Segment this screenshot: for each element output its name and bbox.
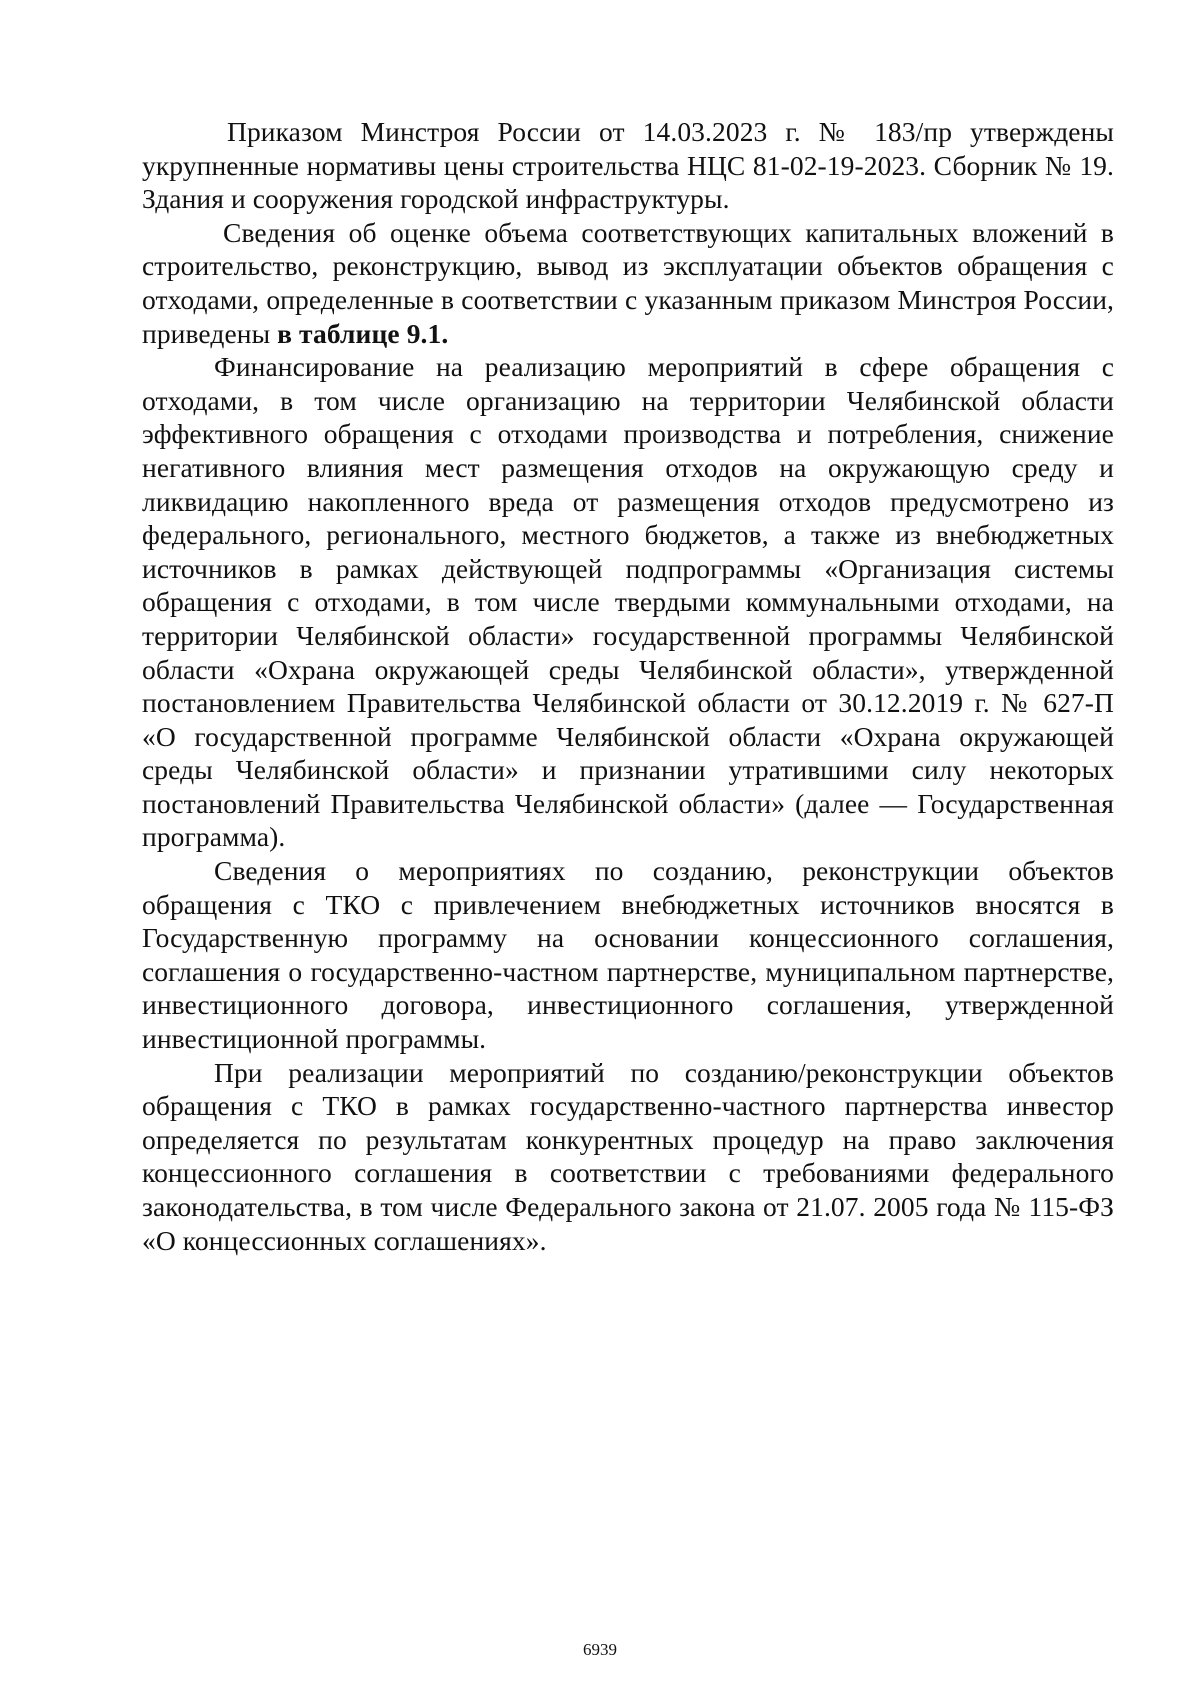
paragraph-investment-estimate <box>142 216 1114 350</box>
paragraph-text: Финансирование на реализацию мероприятий в сфере обращения с отходами, в том числе организацию на территории Челябинской области эффективного обращения с отходами производства и потребления, снижение негативного влияния мест размещения отходов на окружающую среду и ликвидацию накопленного вреда от размещения отходов предусмотрено из федерального, регионального, местного бюджетов, а также из внебюджетных источников в рамках действующей подпрограммы «Организация системы обращения с отходами, в том числе твердыми коммунальными отходами, на территории Челябинской области» государственной программы Челябинской области «Охрана окружающей среды Челябинской области», утвержденной постановлением Правительства Челябинской области от 30.12.2019 г. № 627-П «О государственной программе Челябинской области «Охрана окружающей среды Челябинской области» и признании утратившими силу некоторых постановлений Правительства Челябинской области» (далее — Государственная программа). <box>142 351 1114 853</box>
paragraph-text: Приказом Минстроя России от 14.03.2023 г. № 183/пр утверждены укрупненные нормативы цены строительства НЦС 81-02-19-2023. Сборник № 19. Здания и сооружения городской инфраструктуры. <box>142 116 1114 215</box>
paragraph-text: При реализации мероприятий по созданию/реконструкции объектов обращения с ТКО в рамках государственно-частного партнерства инвестор определяется по результатам конкурентных процедур на право заключения концессионного соглашения в соответствии с требованиями федерального законодательства, в том числе Федерального закона от 21.07. 2005 года № 115-ФЗ «О концессионных соглашениях». <box>142 1056 1114 1256</box>
paragraph-minstroy-order <box>142 115 1114 216</box>
document-body <box>142 115 1114 1257</box>
paragraph-text: Сведения о мероприятиях по созданию, реконструкции объектов обращения с ТКО с привлечением внебюджетных источников вносятся в Государственную программу на основании концессионного соглашения, соглашения о государственно-частном партнерстве, муниципальном партнерстве, инвестиционного договора, инвестиционного соглашения, утвержденной инвестиционной программы. <box>142 855 1114 1055</box>
paragraph-text: Сведения об оценке объема соответствующих капитальных вложений в строительство, реконструкцию, вывод из эксплуатации объектов обращения с отходами, определенные в соответствии с указанным приказом Минстроя России, приведены <box>142 216 1114 349</box>
page-number: 6939 <box>583 1640 617 1659</box>
paragraph-measures-info <box>142 854 1114 1056</box>
table-reference: в таблице 9.1. <box>277 317 449 349</box>
paragraph-financing <box>142 350 1114 854</box>
paragraph-ppp-investor <box>142 1056 1114 1258</box>
